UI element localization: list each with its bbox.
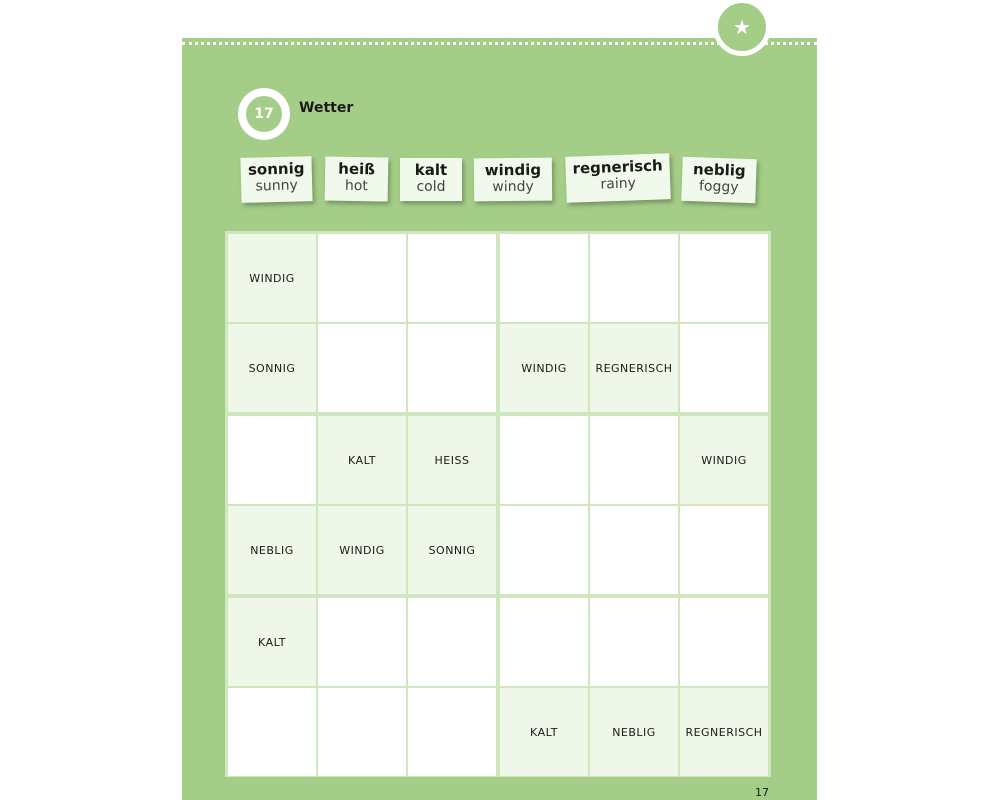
vocab-english: cold — [416, 179, 446, 195]
page-number: 17 — [755, 786, 769, 799]
grid-cell-empty[interactable] — [228, 688, 316, 776]
grid-cell-given: REGNERISCH — [680, 688, 768, 776]
grid-cell-empty[interactable] — [680, 506, 768, 594]
grid-cell-empty[interactable] — [408, 688, 496, 776]
grid-cell-given: SONNIG — [228, 324, 316, 412]
grid-cell-given: KALT — [500, 688, 588, 776]
grid-cell-empty[interactable] — [318, 234, 406, 322]
grid-cell-given: WINDIG — [228, 234, 316, 322]
grid-cell-empty[interactable] — [500, 416, 588, 504]
vocab-card-regnerisch — [565, 153, 671, 203]
star-icon: ★ — [713, 0, 771, 56]
grid-cell-empty[interactable] — [680, 234, 768, 322]
grid-cell-empty[interactable] — [590, 598, 678, 686]
grid-cell-given: WINDIG — [500, 324, 588, 412]
vocab-english: sunny — [255, 177, 298, 195]
grid-cell-empty[interactable] — [500, 506, 588, 594]
grid-cell-empty[interactable] — [228, 416, 316, 504]
grid-cell-given: KALT — [228, 598, 316, 686]
grid-cell-given: WINDIG — [318, 506, 406, 594]
exercise-number-badge — [238, 88, 290, 140]
grid-cell-empty[interactable] — [408, 324, 496, 412]
exercise-title: Wetter — [299, 100, 354, 116]
sudoku-grid — [225, 231, 771, 777]
vocab-german: heiß — [338, 159, 376, 179]
vocab-card-heiss — [325, 156, 389, 201]
grid-cell-given: HEISS — [408, 416, 496, 504]
grid-cell-given: WINDIG — [680, 416, 768, 504]
grid-cell-given: SONNIG — [408, 506, 496, 594]
grid-cell-empty[interactable] — [680, 598, 768, 686]
grid-cell-given: NEBLIG — [590, 688, 678, 776]
vocab-card-sonnig — [240, 156, 312, 203]
vocab-german: regnerisch — [572, 156, 663, 178]
grid-cell-empty[interactable] — [680, 324, 768, 412]
grid-cell-empty[interactable] — [318, 598, 406, 686]
grid-cell-empty[interactable] — [318, 324, 406, 412]
vocab-english: hot — [344, 177, 368, 195]
vocab-german: kalt — [414, 161, 448, 179]
grid-cell-empty[interactable] — [590, 234, 678, 322]
vocab-german: sonnig — [247, 159, 305, 179]
grid-cell-empty[interactable] — [590, 416, 678, 504]
vocab-english: rainy — [600, 175, 637, 193]
vocab-german: windig — [484, 160, 542, 180]
vocab-card-kalt — [400, 158, 462, 201]
grid-cell-empty[interactable] — [500, 234, 588, 322]
grid-cell-given: NEBLIG — [228, 506, 316, 594]
vocab-english: foggy — [698, 178, 739, 196]
grid-cell-given: REGNERISCH — [590, 324, 678, 412]
grid-cell-empty[interactable] — [590, 506, 678, 594]
vocab-card-neblig — [681, 157, 756, 204]
grid-cell-given: KALT — [318, 416, 406, 504]
vocab-card-windig — [474, 158, 552, 202]
grid-cell-empty[interactable] — [408, 234, 496, 322]
grid-cell-empty[interactable] — [408, 598, 496, 686]
exercise-number: 17 — [246, 96, 282, 132]
vocab-german: neblig — [692, 160, 746, 180]
grid-cell-empty[interactable] — [500, 598, 588, 686]
grid-cell-empty[interactable] — [318, 688, 406, 776]
vocab-english: windy — [492, 178, 534, 196]
